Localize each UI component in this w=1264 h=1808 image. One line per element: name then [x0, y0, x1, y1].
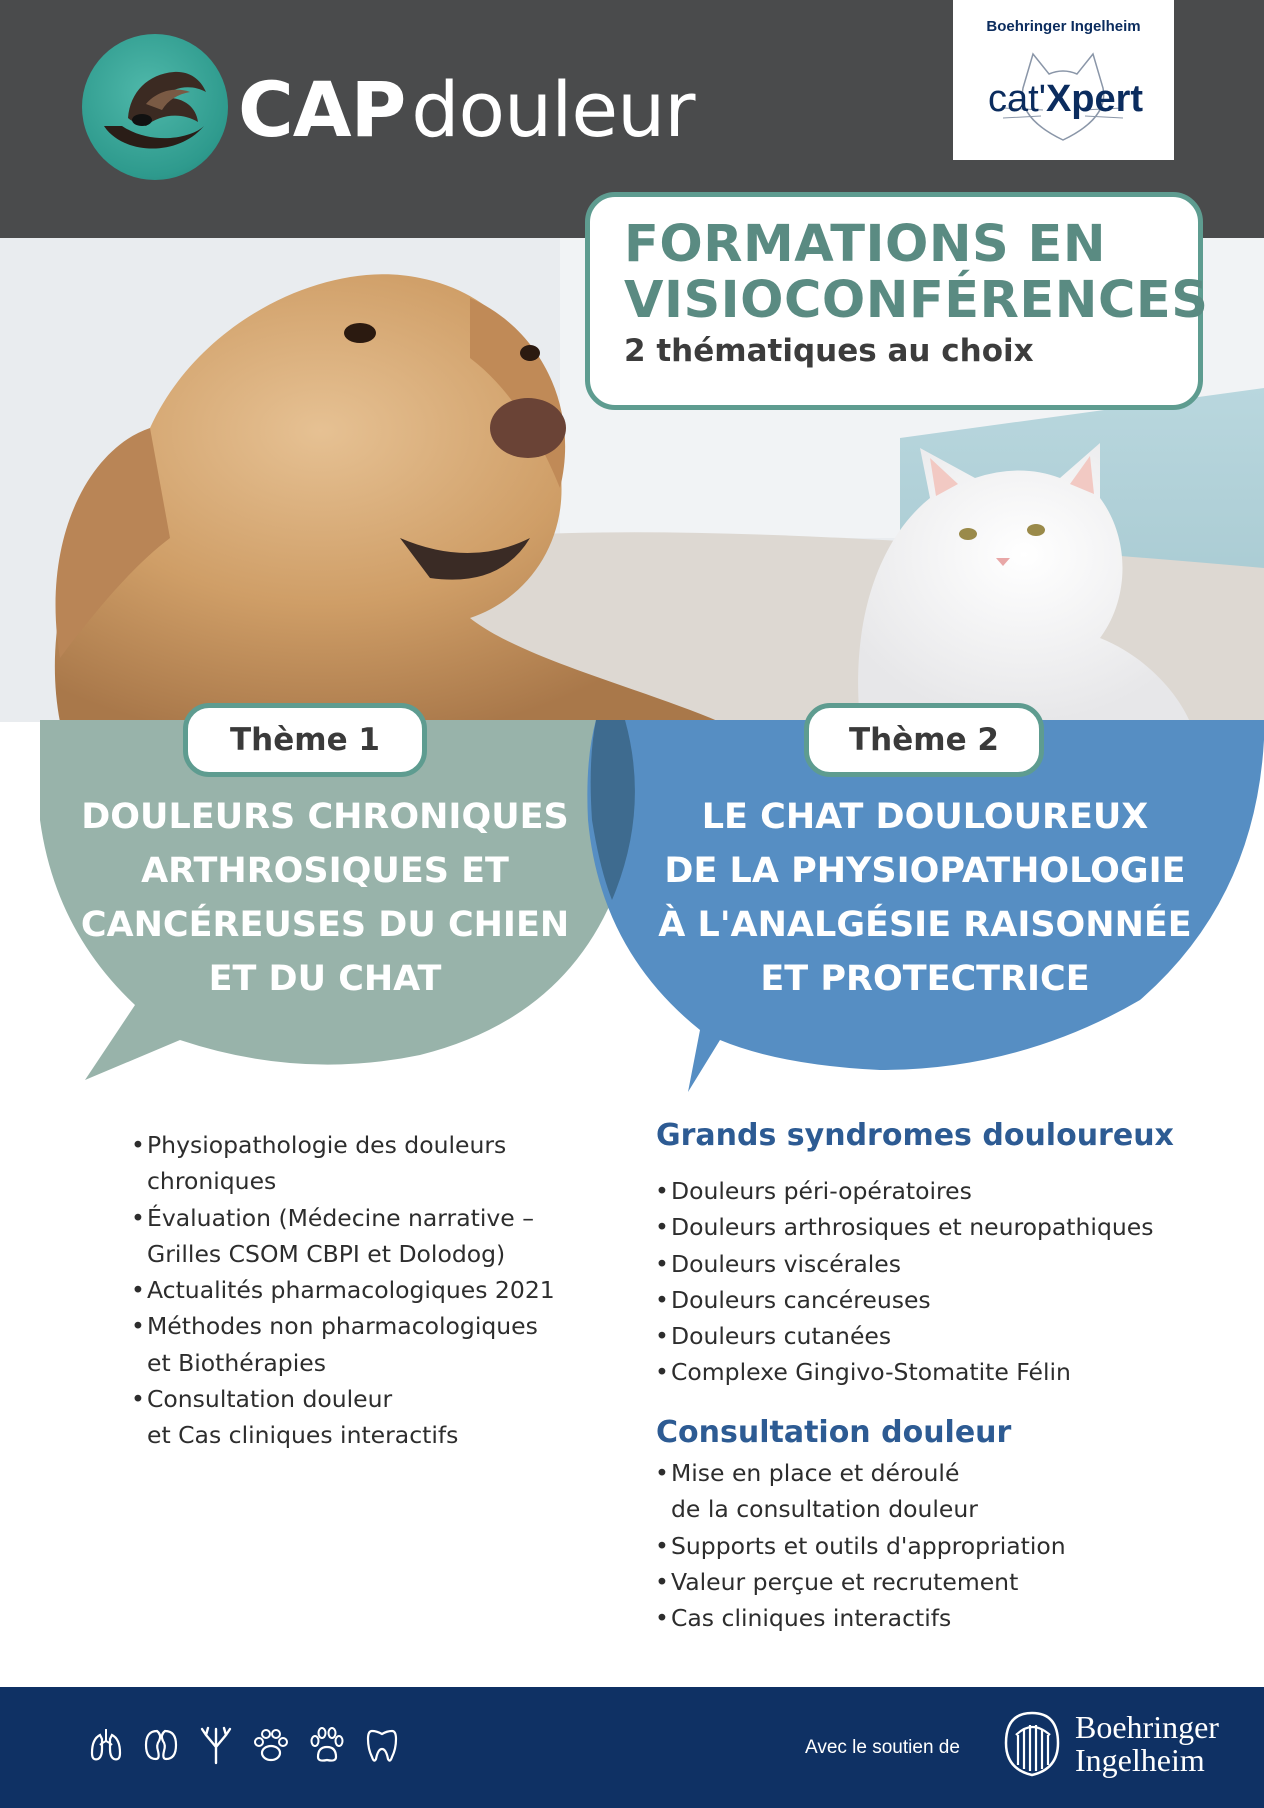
list-item: • Consultation douleur et Cas cliniques interactifs [131, 1381, 611, 1454]
list-item: • Douleurs cancéreuses [655, 1282, 1175, 1318]
theme2-title-line: ET PROTECTRICE [760, 959, 1090, 999]
list-item: • Valeur perçue et recrutement [655, 1564, 1175, 1600]
theme1-title-line: ET DU CHAT [208, 959, 442, 999]
list-item: • Mise en place et déroulé de la consultation douleur [655, 1455, 1175, 1528]
theme1-title-line: DOULEURS CHRONIQUES [81, 797, 569, 837]
list-item: • Évaluation (Médecine narrative – Grilles CSOM CBPI et Dolodog) [131, 1200, 611, 1273]
brand-cap: CAP [238, 65, 406, 154]
theme1-list [131, 1127, 611, 1454]
brand-douleur: douleur [411, 65, 695, 154]
theme2-title-line: LE CHAT DOULOUREUX [701, 797, 1149, 837]
list-item: • Actualités pharmacologiques 2021 [131, 1272, 611, 1308]
trachea-icon [198, 1725, 234, 1765]
boehringer-logo-icon [1000, 1707, 1064, 1781]
list-item: • Douleurs viscérales [655, 1246, 1175, 1282]
company-name [1075, 1711, 1219, 1777]
list-item: • Méthodes non pharmacologiques et Biothérapies [131, 1308, 611, 1381]
section-heading-syndromes: Grands syndromes douloureux [656, 1118, 1174, 1153]
theme1-title-line: CANCÉREUSES DU CHIEN [80, 905, 570, 945]
company-name-line: Ingelheim [1075, 1742, 1205, 1778]
list-item: • Supports et outils d'appropriation [655, 1528, 1175, 1564]
theme1-tab: Thème 1 [183, 703, 427, 777]
capdouleur-logo-icon [82, 34, 228, 180]
wordmark-cat: cat' [988, 78, 1046, 120]
title-box [585, 192, 1209, 410]
theme2-title-line: À L'ANALGÉSIE RAISONNÉE [658, 905, 1192, 945]
wordmark-xpert: Xpert [1045, 78, 1144, 120]
list-item: • Complexe Gingivo-Stomatite Félin [655, 1354, 1175, 1390]
section-heading-consultation: Consultation douleur [656, 1415, 1012, 1450]
partner-name-small: Boehringer Ingelheim [986, 18, 1141, 35]
company-name-line: Boehringer [1075, 1709, 1219, 1745]
support-text: Avec le soutien de [805, 1737, 960, 1758]
lungs-icon [88, 1725, 124, 1765]
cat-paw-icon [252, 1725, 290, 1765]
title-line-1: FORMATIONS EN [624, 215, 1107, 274]
theme2-consultation-list [655, 1455, 1175, 1636]
list-item: • Douleurs péri-opératoires [655, 1173, 1175, 1209]
theme1-title-line: ARTHROSIQUES ET [141, 851, 509, 891]
theme1-title [60, 790, 590, 1006]
theme2-syndromes-list [655, 1173, 1175, 1391]
list-item: • Cas cliniques interactifs [655, 1600, 1175, 1636]
list-item: • Douleurs cutanées [655, 1318, 1175, 1354]
theme2-title-line: DE LA PHYSIOPATHOLOGIE [664, 851, 1186, 891]
catxpert-logo [953, 0, 1174, 160]
list-item: • Douleurs arthrosiques et neuropathiques [655, 1209, 1175, 1245]
dog-paw-icon [308, 1725, 346, 1765]
tooth-icon [364, 1725, 400, 1765]
theme2-tab: Thème 2 [804, 703, 1044, 777]
footer-icons [88, 1725, 400, 1765]
catxpert-wordmark [988, 80, 1143, 118]
brand-name [238, 65, 695, 154]
title-subtitle: 2 thématiques au choix [624, 333, 1034, 369]
list-item: • Physiopathologie des douleurs chroniques [131, 1127, 611, 1200]
footer-bar [0, 1687, 1264, 1808]
theme2-title [640, 790, 1210, 1006]
kidneys-icon [142, 1725, 180, 1765]
title-line-2: VISIOCONFÉRENCES [624, 271, 1209, 330]
